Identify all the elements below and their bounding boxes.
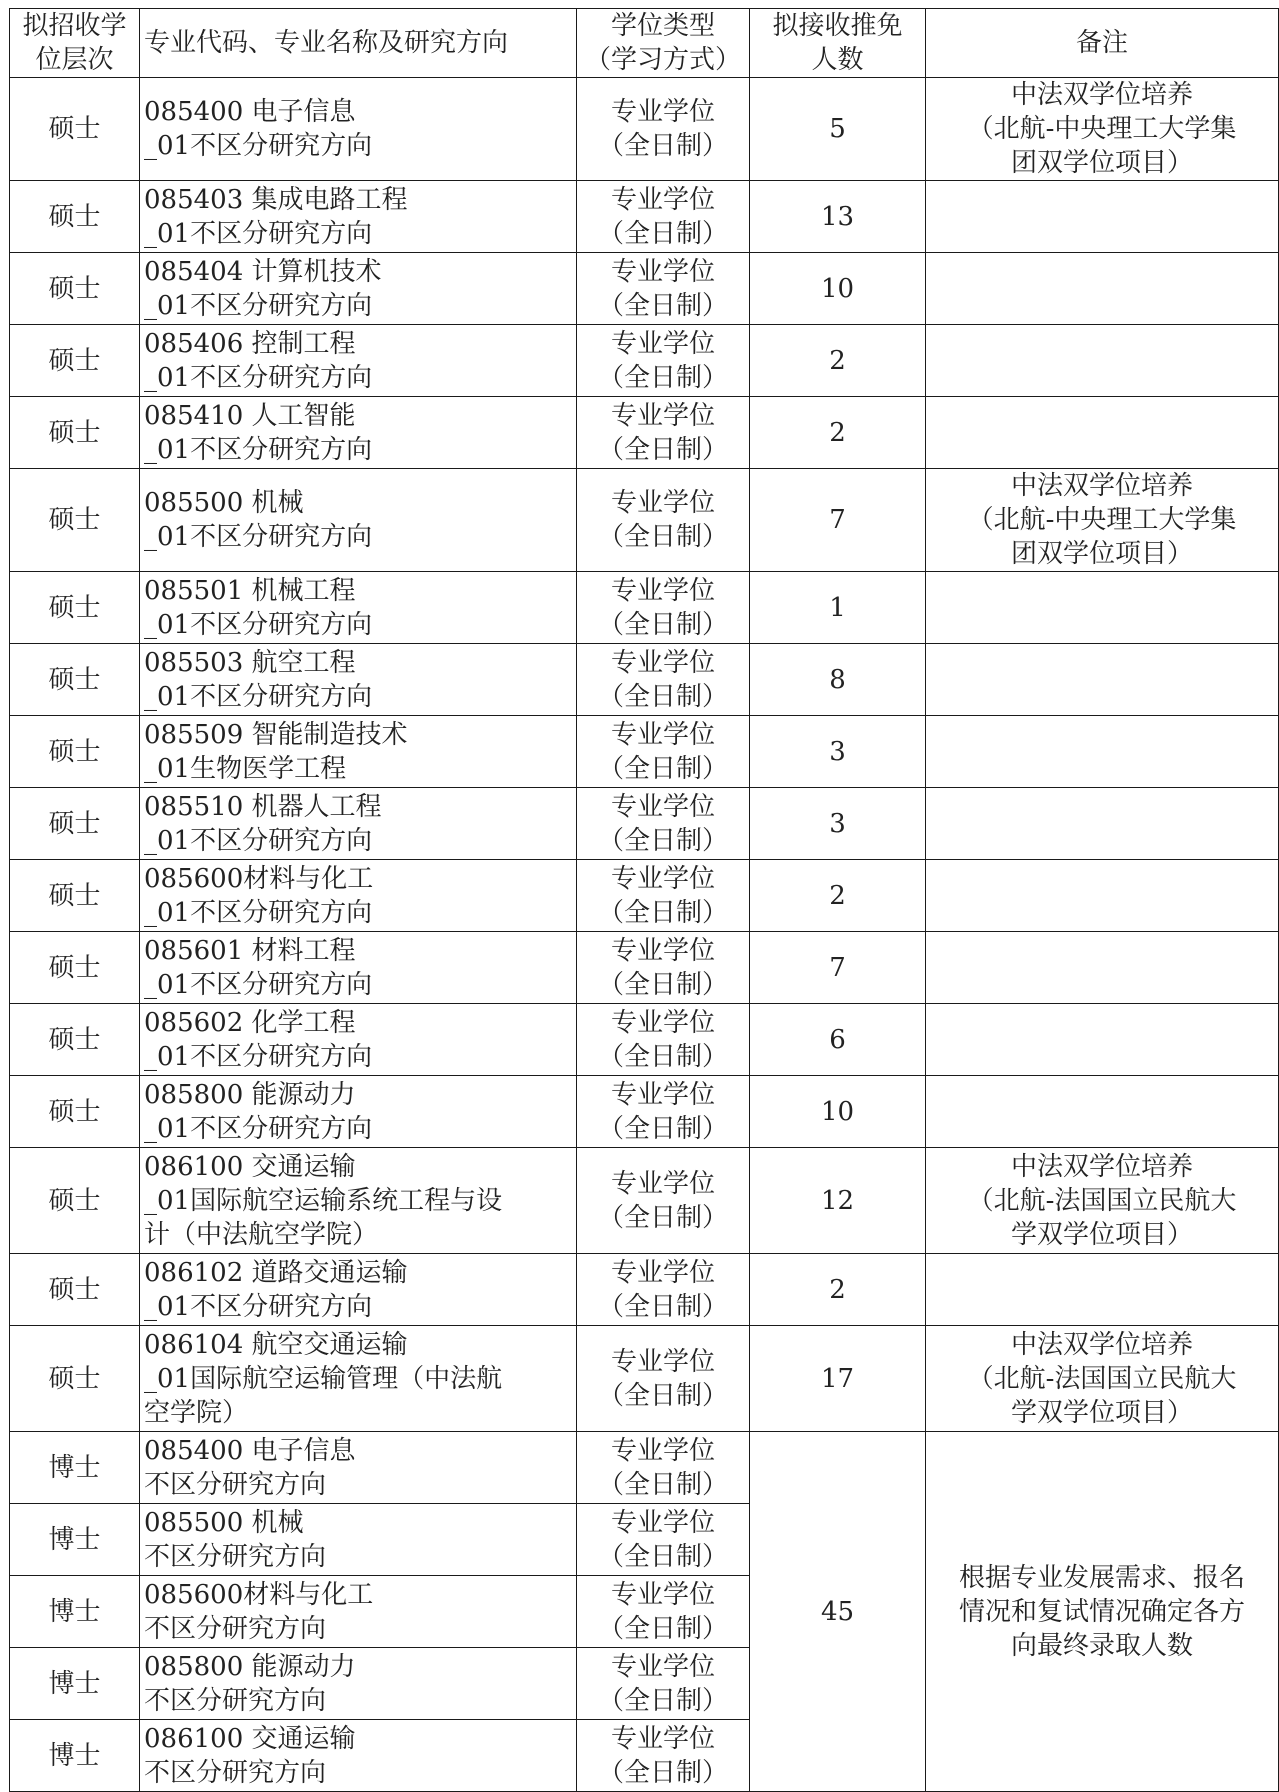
level-text: 硕士 — [48, 201, 101, 232]
count-text: 10 — [820, 1096, 855, 1127]
type-cell — [577, 788, 750, 860]
type-line: （全日制） — [597, 1469, 728, 1500]
major-line: _01不区分研究方向 — [144, 131, 373, 161]
header-level-line: 位层次 — [35, 45, 114, 75]
count-cell — [750, 1148, 926, 1254]
type-cell — [577, 253, 750, 325]
type-cell — [577, 397, 750, 469]
count-cell — [750, 644, 926, 716]
major-line: 不区分研究方向 — [144, 1541, 327, 1572]
type-cell — [577, 181, 750, 253]
major-line: _01不区分研究方向 — [144, 218, 373, 249]
type-line: 专业学位 — [610, 488, 715, 518]
doctoral-note-line: 情况和复试情况确定各方 — [958, 1596, 1245, 1627]
type-cell — [577, 1148, 750, 1254]
count-text: 12 — [820, 1185, 855, 1216]
count-cell — [750, 716, 926, 788]
major-line: 不区分研究方向 — [144, 1685, 327, 1716]
level-text: 博士 — [48, 1596, 101, 1627]
major-cell — [140, 1720, 577, 1792]
major-cell — [140, 788, 577, 860]
header-note — [926, 9, 1279, 78]
table-row — [10, 1326, 1279, 1432]
type-line: 专业学位 — [610, 97, 715, 127]
type-line: 专业学位 — [610, 328, 715, 359]
table-row — [10, 1254, 1279, 1326]
count-text: 3 — [829, 808, 846, 839]
header-major-line: 专业代码、专业名称及研究方向 — [144, 28, 509, 58]
major-line: 085500 机械 — [144, 1507, 304, 1538]
note-cell — [926, 253, 1279, 325]
type-line: （全日制） — [597, 609, 728, 640]
level-text: 硕士 — [48, 736, 101, 767]
major-cell — [140, 181, 577, 253]
table-row — [10, 644, 1279, 716]
type-line: （全日制） — [597, 362, 728, 393]
count-cell — [750, 1326, 926, 1432]
type-cell — [577, 932, 750, 1004]
table-row — [10, 1148, 1279, 1254]
major-line: 086104 航空交通运输 — [144, 1329, 408, 1360]
count-cell — [750, 78, 926, 181]
type-line: 专业学位 — [610, 1579, 715, 1610]
note-cell — [926, 1148, 1279, 1254]
count-cell — [750, 1254, 926, 1326]
major-line: 086100 交通运输 — [144, 1151, 356, 1182]
level-cell — [10, 1004, 140, 1076]
level-cell — [10, 397, 140, 469]
major-line: _01不区分研究方向 — [144, 969, 373, 1000]
type-cell — [577, 1326, 750, 1432]
type-line: （全日制） — [597, 1113, 728, 1144]
header-level — [10, 9, 140, 78]
table-row — [10, 932, 1279, 1004]
level-cell — [10, 78, 140, 181]
type-line: 专业学位 — [610, 863, 715, 894]
type-line: （全日制） — [597, 1041, 728, 1072]
major-line: 不区分研究方向 — [144, 1613, 327, 1644]
count-text: 5 — [829, 114, 846, 144]
type-cell — [577, 644, 750, 716]
note-line: 中法双学位培养 — [1010, 1151, 1193, 1182]
type-line: （全日制） — [597, 218, 728, 249]
count-cell — [750, 253, 926, 325]
type-line: 专业学位 — [610, 935, 715, 966]
level-text: 博士 — [48, 1740, 101, 1771]
type-line: （全日制） — [597, 1380, 728, 1411]
type-line: 专业学位 — [610, 1723, 715, 1754]
count-cell — [750, 397, 926, 469]
level-text: 硕士 — [48, 1363, 101, 1394]
major-line: 085400 电子信息 — [144, 1435, 356, 1466]
level-cell — [10, 1076, 140, 1148]
major-line: 085404 计算机技术 — [144, 256, 382, 287]
type-line: 专业学位 — [610, 1346, 715, 1377]
level-cell — [10, 572, 140, 644]
major-cell — [140, 860, 577, 932]
count-cell — [750, 181, 926, 253]
level-cell — [10, 1326, 140, 1432]
note-cell — [926, 932, 1279, 1004]
major-line: 085601 材料工程 — [144, 935, 356, 966]
header-count-line: 拟接收推免 — [772, 11, 903, 41]
major-line: _01不区分研究方向 — [144, 434, 373, 465]
table-row — [10, 253, 1279, 325]
count-text: 7 — [829, 952, 846, 983]
type-line: （全日制） — [597, 1202, 728, 1233]
count-cell — [750, 788, 926, 860]
header-major — [140, 9, 577, 78]
type-line: 专业学位 — [610, 400, 715, 431]
type-line: 专业学位 — [610, 1007, 715, 1038]
major-line: _01国际航空运输管理（中法航 — [144, 1363, 503, 1394]
level-cell — [10, 1720, 140, 1792]
type-line: （全日制） — [597, 1541, 728, 1572]
type-line: （全日制） — [597, 681, 728, 712]
type-line: 专业学位 — [610, 1651, 715, 1682]
type-cell — [577, 1576, 750, 1648]
header-level-line: 拟招收学 — [22, 11, 127, 41]
count-text: 8 — [829, 664, 846, 695]
header-note-line: 备注 — [1075, 28, 1128, 58]
major-cell — [140, 932, 577, 1004]
major-line: _01不区分研究方向 — [144, 825, 373, 856]
level-text: 硕士 — [48, 1185, 101, 1216]
type-cell — [577, 1720, 750, 1792]
table-header-row — [10, 9, 1279, 78]
table-row — [10, 469, 1279, 572]
count-text: 10 — [820, 273, 855, 304]
type-line: （全日制） — [597, 753, 728, 784]
level-cell — [10, 1576, 140, 1648]
count-text: 17 — [820, 1363, 855, 1394]
type-line: （全日制） — [597, 434, 728, 465]
header-type-line: 学位类型 — [610, 11, 715, 41]
type-cell — [577, 1648, 750, 1720]
level-cell — [10, 716, 140, 788]
major-cell — [140, 1254, 577, 1326]
note-cell — [926, 1326, 1279, 1432]
count-cell — [750, 1004, 926, 1076]
type-cell — [577, 572, 750, 644]
major-line: 085602 化学工程 — [144, 1007, 356, 1038]
count-cell — [750, 572, 926, 644]
note-line: 中法双学位培养 — [1010, 80, 1193, 110]
major-cell — [140, 325, 577, 397]
type-line: 专业学位 — [610, 1079, 715, 1110]
header-count-line: 人数 — [811, 45, 864, 75]
level-cell — [10, 860, 140, 932]
type-line: 专业学位 — [610, 1257, 715, 1288]
table-row — [10, 572, 1279, 644]
major-line: 计（中法航空学院） — [144, 1219, 379, 1250]
level-cell — [10, 644, 140, 716]
type-line: 专业学位 — [610, 1507, 715, 1538]
major-line: 085800 能源动力 — [144, 1651, 356, 1682]
type-line: 专业学位 — [610, 791, 715, 822]
doctoral-note-line: 根据专业发展需求、报名 — [958, 1562, 1245, 1593]
level-text: 博士 — [48, 1452, 101, 1483]
major-cell — [140, 1504, 577, 1576]
major-cell — [140, 716, 577, 788]
note-cell — [926, 397, 1279, 469]
major-line: 085600材料与化工 — [144, 1579, 374, 1610]
major-line: 086100 交通运输 — [144, 1723, 356, 1754]
major-line: 085510 机器人工程 — [144, 791, 382, 822]
level-text: 硕士 — [48, 592, 101, 623]
major-line: 085410 人工智能 — [144, 400, 356, 431]
major-line: _01国际航空运输系统工程与设 — [144, 1185, 503, 1216]
major-line: 086102 道路交通运输 — [144, 1257, 408, 1288]
major-line: 085501 机械工程 — [144, 575, 356, 606]
count-cell — [750, 1076, 926, 1148]
count-text: 7 — [829, 505, 846, 535]
table-row — [10, 1432, 1279, 1504]
major-line: _01不区分研究方向 — [144, 609, 373, 640]
note-line: （北航-法国国立民航大 — [967, 1363, 1237, 1394]
level-text: 硕士 — [48, 880, 101, 911]
type-cell — [577, 469, 750, 572]
note-cell — [926, 469, 1279, 572]
major-line: 085500 机械 — [144, 488, 304, 518]
table-row — [10, 325, 1279, 397]
type-cell — [577, 325, 750, 397]
level-cell — [10, 1648, 140, 1720]
table-row — [10, 1004, 1279, 1076]
note-line: 中法双学位培养 — [1010, 1329, 1193, 1360]
major-cell — [140, 1004, 577, 1076]
level-text: 硕士 — [48, 273, 101, 304]
type-line: （全日制） — [597, 1291, 728, 1322]
major-cell — [140, 572, 577, 644]
note-cell — [926, 788, 1279, 860]
level-text: 硕士 — [48, 952, 101, 983]
type-line: 专业学位 — [610, 184, 715, 215]
level-cell — [10, 1504, 140, 1576]
major-cell — [140, 1076, 577, 1148]
level-text: 硕士 — [48, 345, 101, 376]
header-count — [750, 9, 926, 78]
major-line: 085509 智能制造技术 — [144, 719, 408, 750]
header-type — [577, 9, 750, 78]
type-cell — [577, 1004, 750, 1076]
type-cell — [577, 1076, 750, 1148]
major-line: 空学院） — [144, 1397, 249, 1428]
count-text: 13 — [820, 201, 855, 232]
major-cell — [140, 1576, 577, 1648]
type-line: 专业学位 — [610, 719, 715, 750]
major-cell — [140, 644, 577, 716]
note-cell — [926, 572, 1279, 644]
count-text: 2 — [829, 880, 846, 911]
level-text: 硕士 — [48, 417, 101, 448]
major-cell — [140, 1648, 577, 1720]
table-row — [10, 78, 1279, 181]
type-line: （全日制） — [597, 1613, 728, 1644]
table-row — [10, 716, 1279, 788]
major-line: 085403 集成电路工程 — [144, 184, 408, 215]
major-cell — [140, 1148, 577, 1254]
note-line: 学双学位项目） — [1010, 1219, 1193, 1250]
header-type-line: （学习方式） — [584, 45, 741, 75]
type-line: （全日制） — [597, 825, 728, 856]
major-cell — [140, 78, 577, 181]
type-line: （全日制） — [597, 897, 728, 928]
major-line: _01不区分研究方向 — [144, 362, 373, 393]
level-text: 硕士 — [48, 1274, 101, 1305]
level-text: 硕士 — [48, 808, 101, 839]
major-line: _01不区分研究方向 — [144, 681, 373, 712]
type-cell — [577, 716, 750, 788]
major-line: _01不区分研究方向 — [144, 290, 373, 321]
major-line: _01不区分研究方向 — [144, 897, 373, 928]
count-cell — [750, 325, 926, 397]
level-cell — [10, 181, 140, 253]
level-cell — [10, 253, 140, 325]
type-cell — [577, 860, 750, 932]
count-text: 6 — [829, 1024, 846, 1055]
count-cell — [750, 860, 926, 932]
note-cell — [926, 1076, 1279, 1148]
note-cell — [926, 1004, 1279, 1076]
note-line: 团双学位项目） — [1010, 148, 1193, 178]
major-cell — [140, 1326, 577, 1432]
note-cell — [926, 78, 1279, 181]
note-cell — [926, 325, 1279, 397]
type-line: 专业学位 — [610, 256, 715, 287]
count-cell — [750, 469, 926, 572]
level-text: 硕士 — [48, 1096, 101, 1127]
major-cell — [140, 397, 577, 469]
type-cell — [577, 1504, 750, 1576]
level-text: 博士 — [48, 1524, 101, 1555]
level-cell — [10, 788, 140, 860]
note-cell — [926, 644, 1279, 716]
major-line: 085600材料与化工 — [144, 863, 374, 894]
major-line: 不区分研究方向 — [144, 1469, 327, 1500]
note-line: 学双学位项目） — [1010, 1397, 1193, 1428]
level-cell — [10, 932, 140, 1004]
major-line: _01不区分研究方向 — [144, 1113, 373, 1144]
count-text: 3 — [829, 736, 846, 767]
note-line: （北航-法国国立民航大 — [967, 1185, 1237, 1216]
major-cell — [140, 1432, 577, 1504]
major-line: 085503 航空工程 — [144, 647, 356, 678]
count-cell — [750, 932, 926, 1004]
type-cell — [577, 78, 750, 181]
doctoral-count-text: 45 — [820, 1596, 855, 1627]
note-cell — [926, 1254, 1279, 1326]
note-line: （北航-中央理工大学集 — [967, 505, 1237, 535]
count-text: 2 — [829, 345, 846, 376]
major-line: _01生物医学工程 — [144, 753, 347, 784]
table-row — [10, 788, 1279, 860]
level-cell — [10, 325, 140, 397]
type-cell — [577, 1254, 750, 1326]
type-line: （全日制） — [597, 131, 728, 161]
type-line: 专业学位 — [610, 1168, 715, 1199]
type-line: （全日制） — [597, 1757, 728, 1788]
level-text: 硕士 — [48, 114, 101, 144]
major-line: _01不区分研究方向 — [144, 522, 373, 552]
type-line: 专业学位 — [610, 1435, 715, 1466]
doctoral-note-cell — [926, 1432, 1279, 1792]
table-row — [10, 397, 1279, 469]
level-text: 硕士 — [48, 1024, 101, 1055]
type-cell — [577, 1432, 750, 1504]
level-text: 硕士 — [48, 505, 101, 535]
table-row — [10, 1076, 1279, 1148]
level-cell — [10, 1254, 140, 1326]
admission-table — [9, 8, 1279, 1792]
major-cell — [140, 469, 577, 572]
major-line: 085400 电子信息 — [144, 97, 356, 127]
doctoral-count-cell — [750, 1432, 926, 1792]
note-cell — [926, 860, 1279, 932]
type-line: （全日制） — [597, 969, 728, 1000]
level-cell — [10, 1432, 140, 1504]
major-line: 085800 能源动力 — [144, 1079, 356, 1110]
level-cell — [10, 469, 140, 572]
type-line: （全日制） — [597, 522, 728, 552]
major-line: _01不区分研究方向 — [144, 1291, 373, 1322]
level-text: 硕士 — [48, 664, 101, 695]
table-row — [10, 860, 1279, 932]
major-line: 085406 控制工程 — [144, 328, 356, 359]
note-cell — [926, 181, 1279, 253]
type-line: 专业学位 — [610, 647, 715, 678]
note-line: 团双学位项目） — [1010, 539, 1193, 569]
count-text: 2 — [829, 417, 846, 448]
major-line: 不区分研究方向 — [144, 1757, 327, 1788]
type-line: （全日制） — [597, 290, 728, 321]
major-line: _01不区分研究方向 — [144, 1041, 373, 1072]
major-cell — [140, 253, 577, 325]
level-text: 博士 — [48, 1668, 101, 1699]
count-text: 2 — [829, 1274, 846, 1305]
doctoral-note-line: 向最终录取人数 — [1010, 1630, 1193, 1661]
note-cell — [926, 716, 1279, 788]
type-line: 专业学位 — [610, 575, 715, 606]
type-line: （全日制） — [597, 1685, 728, 1716]
level-cell — [10, 1148, 140, 1254]
note-line: （北航-中央理工大学集 — [967, 114, 1237, 144]
table-row — [10, 181, 1279, 253]
count-text: 1 — [829, 592, 846, 623]
note-line: 中法双学位培养 — [1010, 471, 1193, 501]
